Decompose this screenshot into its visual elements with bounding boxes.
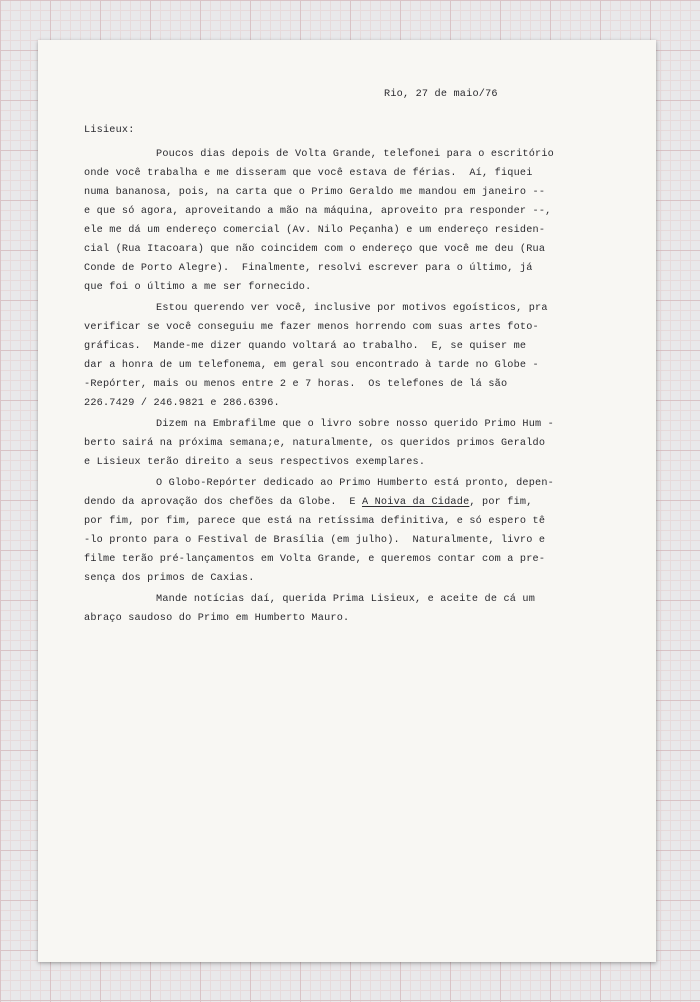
paragraph-1-line-6: cial (Rua Itacoara) que não coincidem com o endereço que você me deu (Rua	[84, 244, 546, 255]
paragraph-2-line-1: Estou querendo ver você, inclusive por motivos egoísticos, pra	[156, 303, 548, 314]
paragraph-1-line-4: e que só agora, aproveitando a mão na máquina, aproveito pra responder --,	[84, 206, 552, 217]
paragraph-1-line-2: onde você trabalha e me disseram que você estava de férias. Aí, fiquei	[84, 168, 533, 179]
paragraph-1-line-8: que foi o último a me ser fornecido.	[84, 282, 312, 293]
paragraph-4-line-5: filme terão pré-lançamentos em Volta Grande, e queremos contar com a pre-	[84, 554, 546, 565]
paragraph-1-line-5: ele me dá um endereço comercial (Av. Nilo Peçanha) e um endereço residen-	[84, 225, 546, 236]
letter-page	[38, 40, 656, 962]
paragraph-4-line-3: por fim, por fim, parece que está na retíssima definitiva, e só espero tê	[84, 516, 546, 527]
paragraph-3-line-2: berto sairá na próxima semana;e, naturalmente, os queridos primos Geraldo	[84, 438, 546, 449]
film-title: A Noiva da Cidade	[361, 497, 470, 508]
paragraph-2-line-2: verificar se você conseguiu me fazer menos horrendo com suas artes foto-	[84, 322, 539, 333]
paragraph-2-line-6: 226.7429 / 246.9821 e 286.6396.	[84, 398, 280, 409]
paragraph-3-line-1: Dizem na Embrafilme que o livro sobre nosso querido Primo Hum -	[156, 419, 555, 430]
paragraph-4-line-4: -lo pronto para o Festival de Brasília (em julho). Naturalmente, livro e	[84, 535, 546, 546]
letter-date: Rio, 27 de maio/76	[384, 89, 498, 100]
salutation: Lisieux:	[84, 125, 135, 136]
paragraph-5-line-2: abraço saudoso do Primo em Humberto Mauro.	[84, 613, 350, 624]
paragraph-5-line-1: Mande notícias daí, querida Prima Lisieux, e aceite de cá um	[156, 594, 536, 605]
paragraph-2-line-4: dar a honra de um telefonema, em geral sou encontrado à tarde no Globe -	[84, 360, 539, 371]
paragraph-4-line-2	[84, 496, 533, 510]
paragraph-1-line-7: Conde de Porto Alegre). Finalmente, resolvi escrever para o último, já	[84, 263, 533, 274]
paragraph-3-line-3: e Lisieux terão direito a seus respectivos exemplares.	[84, 457, 426, 468]
paragraph-4-line-6: sença dos primos de Caxias.	[84, 573, 255, 584]
paragraph-2-line-5: -Repórter, mais ou menos entre 2 e 7 horas. Os telefones de lá são	[84, 379, 508, 390]
paragraph-2-line-3: gráficas. Mande-me dizer quando voltará ao trabalho. E, se quiser me	[84, 341, 527, 352]
paragraph-4-line-2-tail: , por fim,	[469, 497, 533, 508]
paragraph-1-line-1: Poucos dias depois de Volta Grande, telefonei para o escritório	[156, 149, 555, 160]
paragraph-4-line-2-text: dendo da aprovação dos chefões da Globe. E	[84, 497, 356, 508]
paragraph-1-line-3: numa bananosa, pois, na carta que o Primo Geraldo me mandou em janeiro --	[84, 187, 546, 198]
paragraph-4-line-1: O Globo-Repórter dedicado ao Primo Humberto está pronto, depen-	[156, 478, 555, 489]
